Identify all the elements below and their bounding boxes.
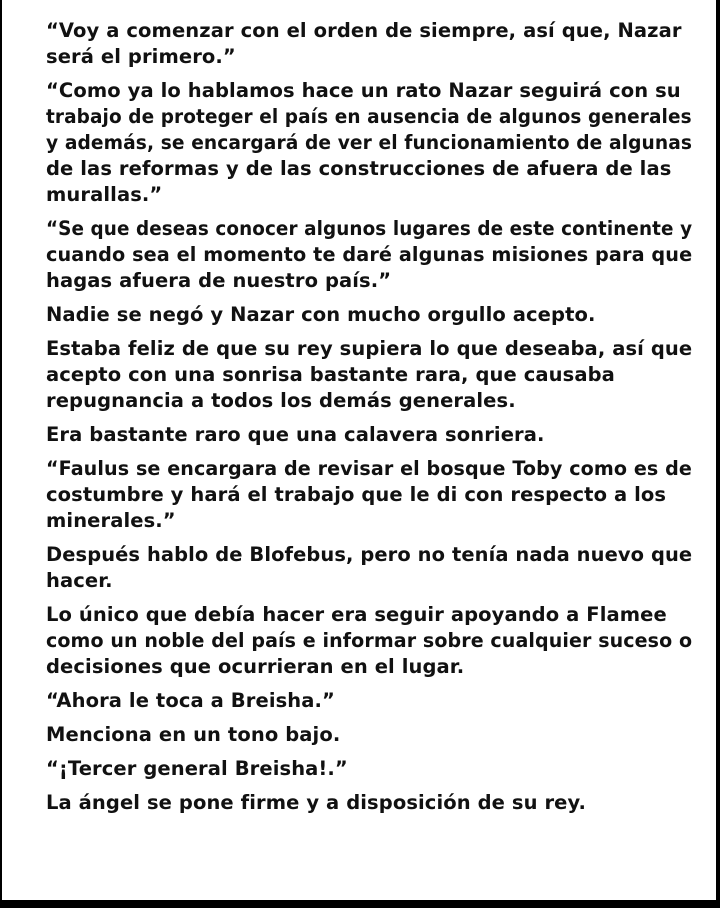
text-line: y además, se encargará de ver el funcionamiento de algunas [46, 131, 693, 154]
text-line: “Voy a comenzar con el orden de siempre, así que, Nazar [46, 19, 682, 42]
paragraph-3 [46, 216, 693, 294]
paragraph-1 [46, 18, 686, 70]
text-line: de las reformas y de las construcciones de afuera de las [46, 157, 672, 180]
text-line: murallas.” [46, 183, 163, 206]
paragraph-10 [46, 688, 686, 714]
text-line: hacer. [46, 569, 113, 592]
paragraph-11 [46, 722, 686, 748]
text-line: minerales.” [46, 509, 176, 532]
paragraph-5 [46, 336, 693, 414]
text-line: decisiones que ocurrieran en el lugar. [46, 655, 465, 678]
text-line: La ángel se pone firme y a disposición de su rey. [46, 791, 587, 814]
text-line: repugnancia a todos los demás generales. [46, 389, 516, 412]
text-line: Nadie se negó y Nazar con mucho orgullo acepto. [46, 303, 596, 326]
text-line: como un noble del país e informar sobre cualquier suceso o [46, 629, 693, 652]
paragraph-13 [46, 790, 686, 816]
text-line: “Ahora le toca a Breisha.” [46, 689, 335, 712]
paragraph-6 [46, 422, 686, 448]
text-line: costumbre y hará el trabajo que le di con respecto a los [46, 483, 667, 506]
paragraph-9 [46, 602, 693, 680]
text-line: “¡Tercer general Breisha!.” [46, 757, 348, 780]
text-line: “Se que deseas conocer algunos lugares de este continente y [46, 217, 693, 240]
text-line: acepto con una sonrisa bastante rara, que causaba [46, 363, 615, 386]
paragraph-12 [46, 756, 686, 782]
paragraph-8 [46, 542, 693, 594]
text-line: cuando sea el momento te daré algunas misiones para que [46, 243, 693, 266]
paragraph-7 [46, 456, 692, 534]
text-line: hagas afuera de nuestro país.” [46, 269, 392, 292]
text-line: será el primero.” [46, 45, 236, 68]
text-line: “Como ya lo hablamos hace un rato Nazar seguirá con su [46, 79, 681, 102]
text-line: trabajo de proteger el país en ausencia de algunos generales [46, 105, 692, 128]
text-line: Menciona en un tono bajo. [46, 723, 341, 746]
document-page [2, 0, 716, 900]
paragraph-4 [46, 302, 686, 328]
text-line: Era bastante raro que una calavera sonriera. [46, 423, 545, 446]
text-line: Lo único que debía hacer era seguir apoyando a Flamee [46, 603, 667, 626]
paragraph-2 [46, 78, 693, 208]
text-line: Después hablo de Blofebus, pero no tenía nada nuevo que [46, 543, 693, 566]
text-line: “Faulus se encargara de revisar el bosque Toby como es de [46, 457, 692, 480]
text-line: Estaba feliz de que su rey supiera lo que deseaba, así que [46, 337, 693, 360]
